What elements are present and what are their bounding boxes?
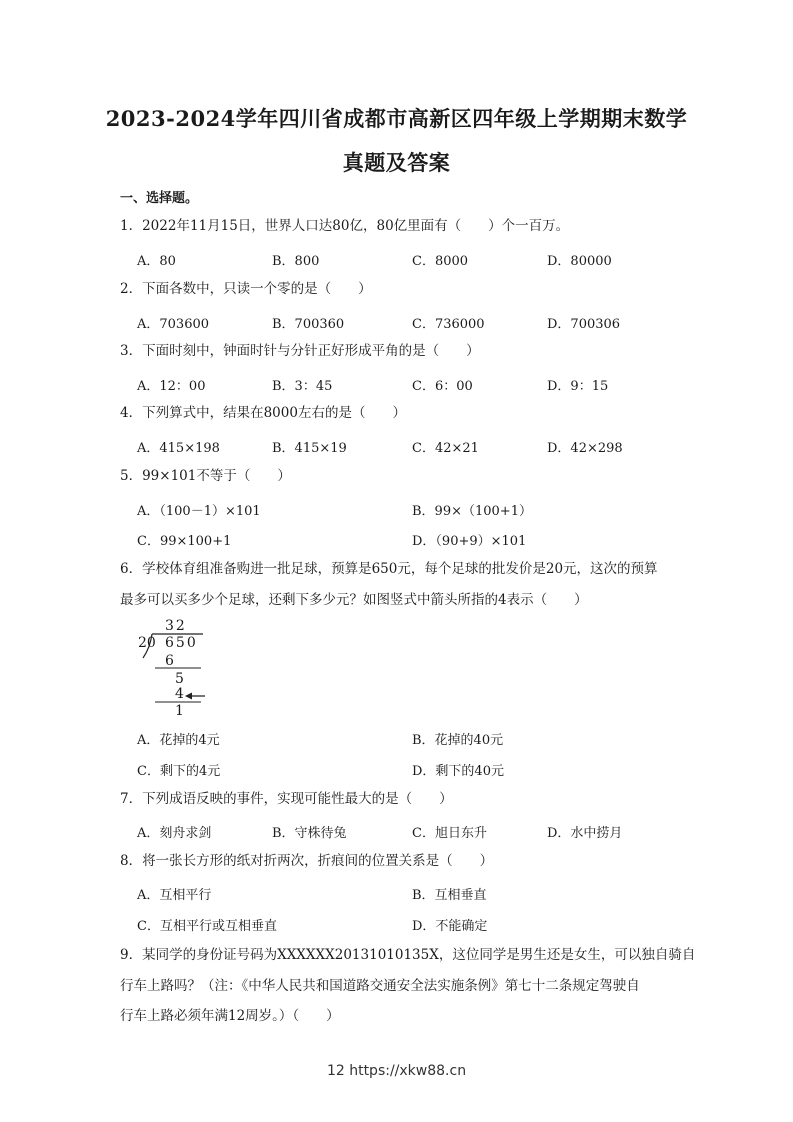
division-step-2: 5 <box>175 671 184 687</box>
q1-option-c: C．8000 <box>412 254 469 269</box>
q6-option-a: A．花掉的4元 <box>137 733 220 748</box>
q7-option-b: B．守株待兔 <box>272 826 347 841</box>
question-9-line3: 行车上路必须年满12周岁。）（ ） <box>120 1008 340 1024</box>
q5-option-c: C．99×100+1 <box>137 534 232 549</box>
q2-option-b: B．700360 <box>272 317 345 332</box>
q8-option-b: B．互相垂直 <box>412 888 487 903</box>
q8-option-a: A．互相平行 <box>137 888 212 903</box>
question-8: 8．将一张长方形的纸对折两次，折痕间的位置关系是（ ） <box>120 853 494 869</box>
q3-option-d: D．9：15 <box>547 379 609 394</box>
q3-option-c: C．6：00 <box>412 379 473 394</box>
q7-option-d: D．水中捞月 <box>547 826 623 841</box>
question-6-line1: 6．学校体育组准备购进一批足球，预算是650元，每个足球的批发价是20元，这次的预算 <box>120 561 658 577</box>
division-dividend: 650 <box>165 635 198 651</box>
question-5: 5．99×101不等于（ ） <box>120 468 291 484</box>
division-step-1: 6 <box>165 653 174 669</box>
arrow-icon <box>185 693 192 700</box>
q6-option-b: B．花掉的40元 <box>412 733 504 748</box>
doc-title-line2: 真题及答案 <box>342 150 451 175</box>
division-divisor: 20 <box>138 635 156 651</box>
q4-option-a: A．415×198 <box>137 441 220 456</box>
division-remainder: 1 <box>175 703 184 719</box>
q2-option-d: D．700306 <box>547 317 621 332</box>
q7-option-a: A．刻舟求剑 <box>137 826 212 841</box>
q6-option-d: D．剩下的40元 <box>412 764 504 779</box>
question-9-line2: 行车上路吗？（注：《中华人民共和国道路交通安全法实施条例》第七十二条规定驾驶自 <box>120 978 640 994</box>
question-4: 4．下列算式中，结果在8000左右的是（ ） <box>120 405 406 421</box>
division-quotient: 32 <box>165 618 187 634</box>
q5-option-d: D．（90+9）×101 <box>412 534 527 549</box>
question-3: 3．下面时刻中，钟面时针与分针正好形成平角的是（ ） <box>120 343 480 359</box>
q6-option-c: C．剩下的4元 <box>137 764 221 779</box>
question-2: 2．下面各数中，只读一个零的是（ ） <box>120 281 372 297</box>
q4-option-b: B．415×19 <box>272 441 347 456</box>
long-division-figure <box>135 618 215 718</box>
q1-option-a: A．80 <box>137 254 176 269</box>
doc-title-line1: 2023-2024学年四川省成都市高新区四年级上学期期末数学 <box>105 106 688 131</box>
q4-option-d: D．42×298 <box>547 441 623 456</box>
q1-option-b: B．800 <box>272 254 320 269</box>
question-7: 7．下列成语反映的事件，实现可能性最大的是（ ） <box>120 791 453 807</box>
q2-option-c: C．736000 <box>412 317 485 332</box>
q4-option-c: C．42×21 <box>412 441 479 456</box>
q3-option-b: B．3：45 <box>272 379 333 394</box>
page-footer: 12 https://xkw88.cn <box>326 1063 467 1079</box>
q8-option-d: D．不能确定 <box>412 919 488 934</box>
q3-option-a: A．12：00 <box>137 379 206 394</box>
q2-option-a: A．703600 <box>137 317 210 332</box>
division-step-3: 4 <box>175 686 184 702</box>
question-6-line2: 最多可以买多少个足球，还剩下多少元？如图竖式中箭头所指的4表示（ ） <box>120 592 588 608</box>
question-1: 1．2022年11月15日，世界人口达80亿，80亿里面有（ ）个一百万。 <box>120 218 570 234</box>
q7-option-c: C．旭日东升 <box>412 826 487 841</box>
q1-option-d: D．80000 <box>547 254 612 269</box>
q8-option-c: C．互相平行或互相垂直 <box>137 919 277 934</box>
question-9-line1: 9．某同学的身份证号码为XXXXXX20131010135X，这位同学是男生还是女生，可以独自骑自 <box>120 947 696 963</box>
q5-option-a: A．（100－1）×101 <box>137 504 261 519</box>
section-heading: 一、选择题。 <box>120 191 199 206</box>
q5-option-b: B．99×（100+1） <box>412 504 532 519</box>
